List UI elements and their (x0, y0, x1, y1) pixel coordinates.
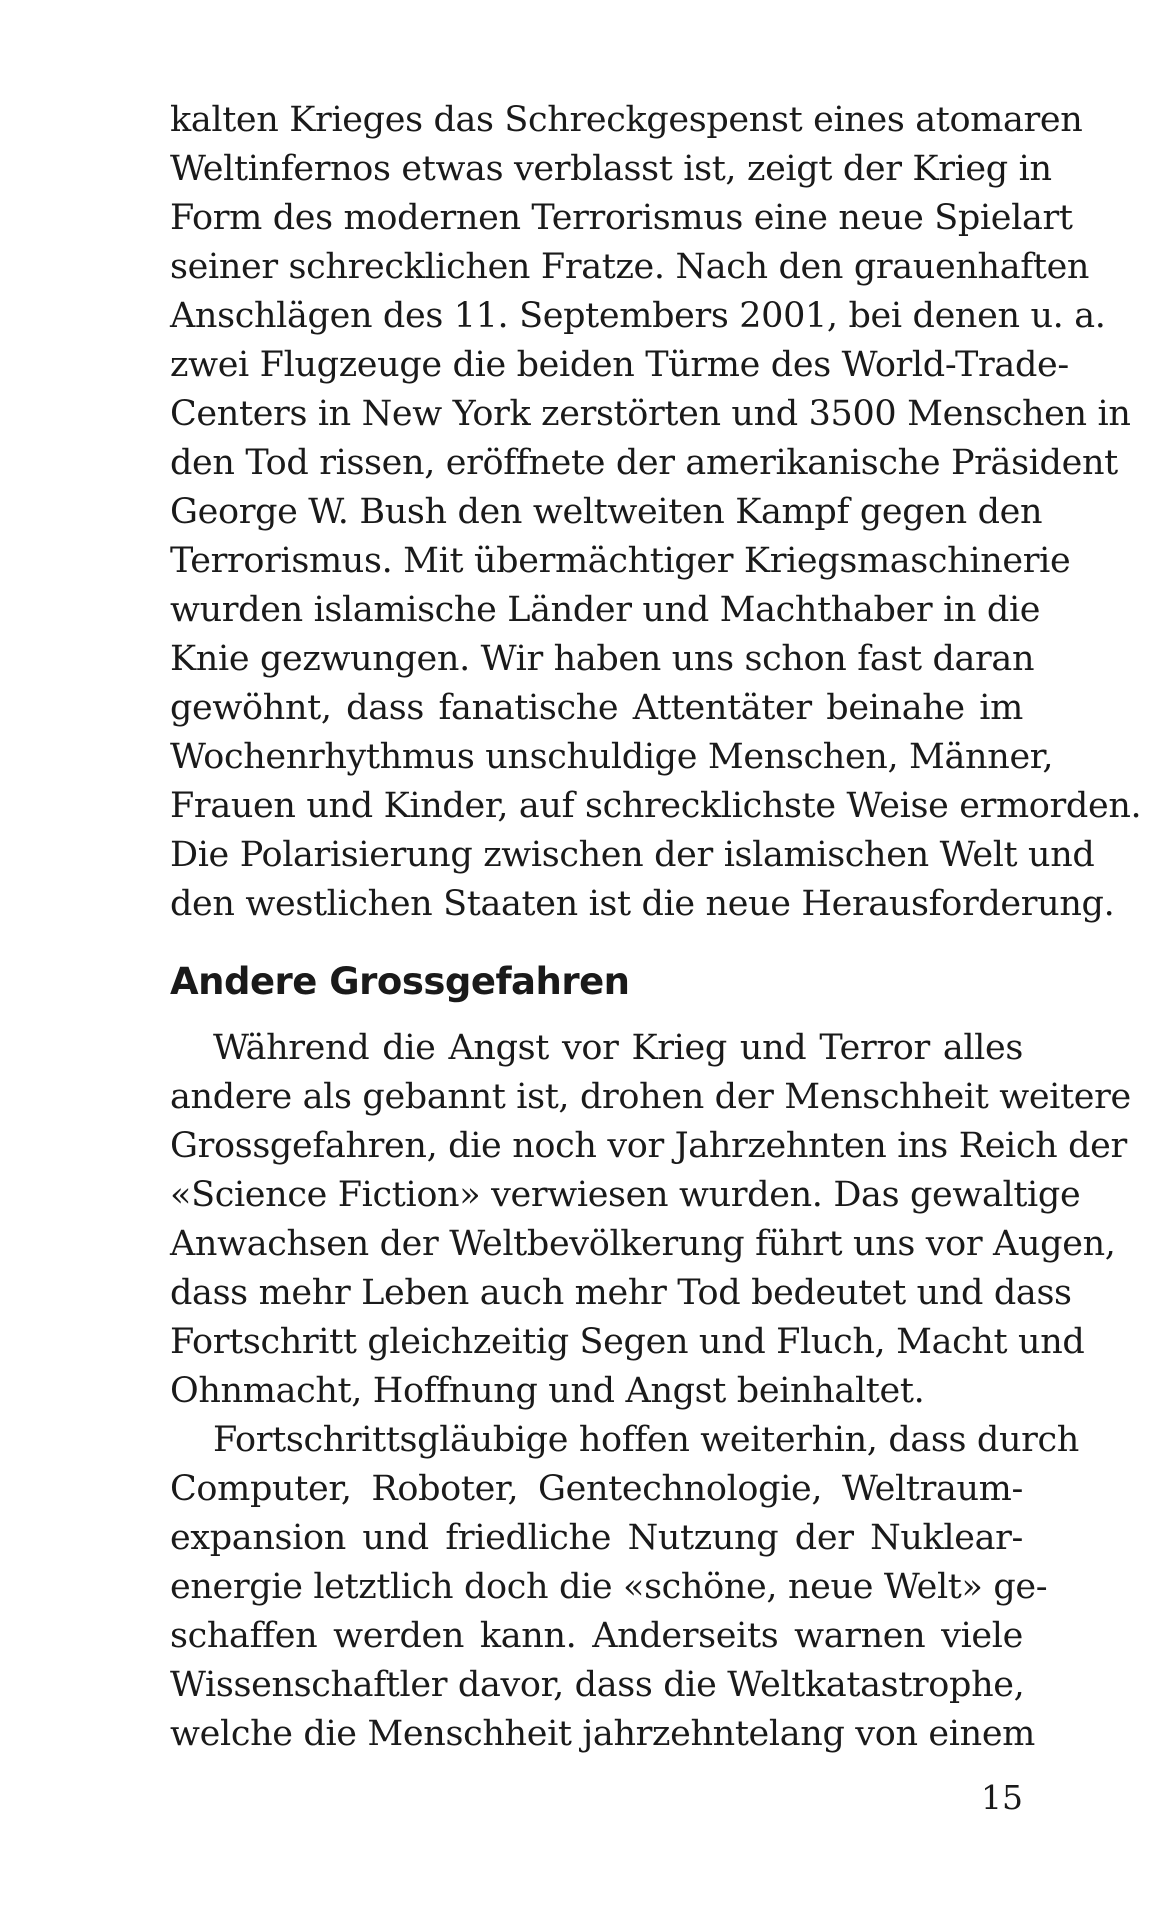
text-line: Wochenrhythmus unschuldige Menschen, Männer, (170, 737, 1054, 777)
text-line: den Tod rissen, eröffnete der amerikanische Präsident (170, 443, 1118, 483)
page-number: 15 (981, 1778, 1023, 1817)
book-page (170, 96, 1142, 1759)
text-line: Anschlägen des 11. Septembers 2001, bei denen u. a. (170, 296, 1106, 336)
text-line: kalten Krieges das Schreckgespenst eines atomaren (170, 100, 1083, 140)
paragraph-progress (170, 1416, 1080, 1759)
text-line: andere als gebannt ist, drohen der Menschheit weitere (170, 1077, 1131, 1117)
text-line: Weltinfernos etwas verblasst ist, zeigt der Krieg in (170, 149, 1052, 189)
text-line: dass mehr Leben auch mehr Tod bedeutet und dass (170, 1273, 1072, 1313)
text-line: Während die Angst vor Krieg und Terror alles (213, 1028, 1023, 1068)
text-line: Fortschrittsgläubige hoffen weiterhin, dass durch (213, 1420, 1080, 1460)
text-line: Terrorismus. Mit übermächtiger Kriegsmaschinerie (170, 541, 1071, 581)
text-line: gewöhnt, dass fanatische Attentäter beinahe im (170, 688, 1023, 728)
text-line: Anwachsen der Weltbevölkerung führt uns vor Augen, (170, 1224, 1116, 1264)
text-line: seiner schrecklichen Fratze. Nach den grauenhaften (170, 247, 1090, 287)
text-line: zwei Flugzeuge die beiden Türme des World-Trade- (170, 345, 1069, 385)
text-line: Knie gezwungen. Wir haben uns schon fast daran (170, 639, 1035, 679)
paragraph-dangers (170, 1024, 1131, 1416)
text-line: George W. Bush den weltweiten Kampf gegen den (170, 492, 1043, 532)
text-line: Fortschritt gleichzeitig Segen und Fluch, Macht und (170, 1322, 1085, 1362)
text-line: schaffen werden kann. Anderseits warnen viele (170, 1616, 1023, 1656)
text-line: Wissenschaftler davor, dass die Weltkatastrophe, (170, 1665, 1025, 1705)
text-line: energie letztlich doch die «schöne, neue Welt» ge- (170, 1567, 1048, 1607)
text-line: «Science Fiction» verwiesen wurden. Das gewaltige (170, 1175, 1081, 1215)
text-line: Centers in New York zerstörten und 3500 Menschen in (170, 394, 1131, 434)
text-line: Ohnmacht, Hoffnung und Angst beinhaltet. (170, 1371, 925, 1411)
paragraph-war-terror (170, 96, 1142, 929)
text-line: Frauen und Kinder, auf schrecklichste Weise ermorden. (170, 786, 1142, 826)
text-line: Form des modernen Terrorismus eine neue Spielart (170, 198, 1073, 238)
text-line: Computer, Roboter, Gentechnologie, Weltraum- (170, 1469, 1023, 1509)
text-line: expansion und friedliche Nutzung der Nuklear- (170, 1518, 1023, 1558)
text-line: den westlichen Staaten ist die neue Herausforderung. (170, 884, 1115, 924)
text-line: welche die Menschheit jahrzehntelang von einem (170, 1714, 1036, 1754)
text-line: Die Polarisierung zwischen der islamischen Welt und (170, 835, 1095, 875)
section-heading: Andere Grossgefahren (170, 960, 630, 1003)
text-line: Grossgefahren, die noch vor Jahrzehnten ins Reich der (170, 1126, 1127, 1166)
text-line: wurden islamische Länder und Machthaber in die (170, 590, 1041, 630)
